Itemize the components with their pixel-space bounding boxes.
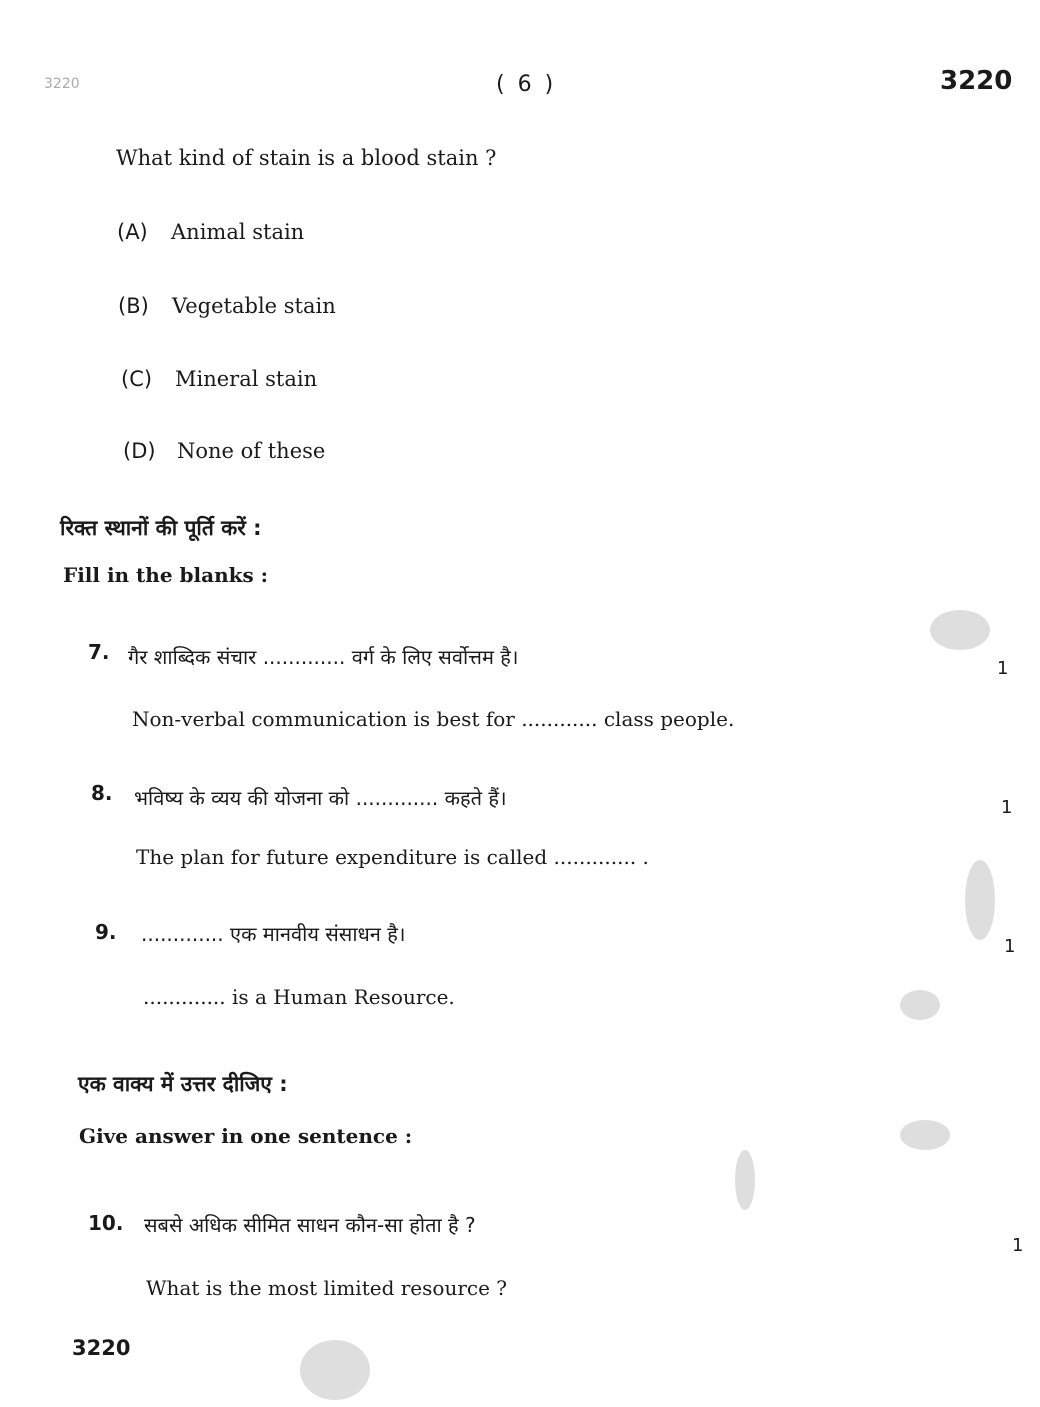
question-7-marks: 1 xyxy=(997,658,1009,679)
question-8-marks: 1 xyxy=(1001,797,1013,818)
scan-speckle xyxy=(300,1340,370,1400)
option-text: Mineral stain xyxy=(175,367,318,391)
question-8-hindi: भविष्य के व्यय की योजना को ............. कहते हैं। xyxy=(134,786,507,810)
one-sentence-hindi-heading: एक वाक्य में उत्तर दीजिए : xyxy=(78,1072,288,1096)
scan-speckle xyxy=(900,1120,950,1150)
option-a xyxy=(117,220,304,244)
fill-blanks-hindi-heading: रिक्त स्थानों की पूर्ति करें : xyxy=(60,516,262,540)
question-10-marks: 1 xyxy=(1012,1235,1024,1256)
option-label: (C) xyxy=(121,367,153,391)
question-10-number: 10. xyxy=(88,1211,124,1235)
paper-code-bottom: 3220 xyxy=(72,1336,131,1360)
question-8-number: 8. xyxy=(91,781,113,805)
faint-page-mark: 3220 xyxy=(44,76,80,92)
page-number: ( 6 ) xyxy=(496,72,557,97)
paper-code-top: 3220 xyxy=(940,66,1013,96)
fill-blanks-english-heading: Fill in the blanks : xyxy=(63,563,269,587)
question-7-number: 7. xyxy=(88,640,110,664)
question-9-hindi: ............. एक मानवीय संसाधन है। xyxy=(141,922,406,946)
scan-speckle xyxy=(930,610,990,650)
question-9-marks: 1 xyxy=(1004,936,1016,957)
question-9-english: ............. is a Human Resource. xyxy=(143,985,455,1009)
option-label: (A) xyxy=(117,220,148,244)
option-text: Animal stain xyxy=(171,220,305,244)
one-sentence-english-heading: Give answer in one sentence : xyxy=(79,1124,413,1148)
option-text: Vegetable stain xyxy=(172,294,336,318)
scan-speckle xyxy=(965,860,995,940)
option-label: (B) xyxy=(118,294,149,318)
question-9-number: 9. xyxy=(95,920,117,944)
scan-speckle xyxy=(735,1150,755,1210)
question-10-hindi: सबसे अधिक सीमित साधन कौन-सा होता है ? xyxy=(144,1213,476,1237)
option-c xyxy=(121,367,317,391)
option-b xyxy=(118,294,336,318)
question-6-text: What kind of stain is a blood stain ? xyxy=(116,146,497,170)
question-8-english: The plan for future expenditure is called ............. . xyxy=(136,845,649,869)
option-d xyxy=(123,439,325,463)
question-10-english: What is the most limited resource ? xyxy=(146,1276,507,1300)
question-7-hindi: गैर शाब्दिक संचार ............. वर्ग के लिए सर्वोत्तम है। xyxy=(128,645,519,669)
option-label: (D) xyxy=(123,439,156,463)
scan-speckle xyxy=(900,990,940,1020)
question-7-english: Non-verbal communication is best for ............ class people. xyxy=(132,707,735,731)
option-text: None of these xyxy=(177,439,326,463)
